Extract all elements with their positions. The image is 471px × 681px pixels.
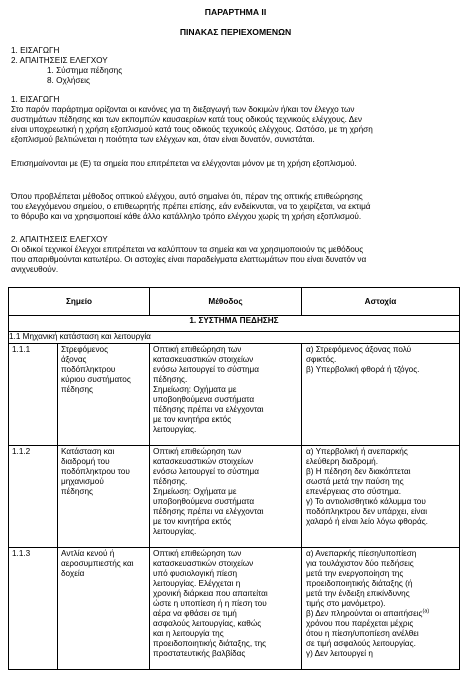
text-line: με τον κινητήρα εκτός xyxy=(153,517,232,526)
text-line: χρονική διάρκεια που απαιτείται xyxy=(153,589,268,598)
text-line: γ) Δεν λειτουργεί η xyxy=(306,649,373,658)
row-id: 1.1.3 xyxy=(9,548,58,670)
subsection-row xyxy=(9,332,460,344)
row-point xyxy=(58,548,150,670)
text-line: Στο παρόν παράρτημα ορίζονται οι κανόνες για τη διεξαγωγή των δοκιμών ή/και τον έλεγχο των xyxy=(11,105,355,114)
text-line: χαλαρό ή είναι λείο λόγω φθοράς. xyxy=(306,517,428,526)
text-line: πέδησης. xyxy=(153,375,188,384)
text-line: αεροσυμπιεστής και xyxy=(61,559,134,568)
toc-item-requirements: 2. ΑΠΑΙΤΗΣΕΙΣ ΕΛΕΓΧΟΥ xyxy=(11,56,108,65)
text-line: Οπτική επιθεώρηση των xyxy=(153,345,242,354)
text-line: σωστά μετά την παύση της xyxy=(306,477,404,486)
text-line: λειτουργίας. Ελέγχεται η xyxy=(153,579,241,588)
text-line: υποβοηθούμενα συστήματα xyxy=(153,497,255,506)
text-fragment: β) Δεν πληρούνται οι απαιτήσεις xyxy=(306,609,423,618)
text-line: για τουλάχιστον δύο πεδήσεις xyxy=(306,559,414,568)
row-point xyxy=(58,344,150,446)
intro-paragraph-3 xyxy=(11,192,463,222)
text-line: ποδόπληκτρου xyxy=(61,365,116,374)
table-row xyxy=(9,344,460,446)
text-line: πέδησης xyxy=(61,385,93,394)
text-line: ενόσω λειτουργεί το σύστημα xyxy=(153,467,259,476)
section-title: 1. ΣΥΣΤΗΜΑ ΠΕΔΗΣΗΣ xyxy=(9,316,460,332)
text-line: λειτουργίας. xyxy=(153,425,197,434)
text-line: πέδησης xyxy=(61,487,93,496)
text-line: δοχεία xyxy=(61,569,85,578)
text-line: πέδησης πρέπει να ελέγχονται xyxy=(153,405,264,414)
text-line: ενόσω λειτουργεί το σύστημα xyxy=(153,365,259,374)
text-line: ανιχνευθούν. xyxy=(11,265,59,274)
table-header-row xyxy=(9,288,460,316)
text-line: χρόνου που παρέχεται μέχρις xyxy=(306,619,414,628)
header-method: Μέθοδος xyxy=(150,288,302,316)
table-row xyxy=(9,446,460,548)
text-line: Οι οδικοί τεχνικοί έλεγχοι επιτρέπεται να καλύπτουν τα σημεία και να χρησιμοποιούν τις μεθόδους xyxy=(11,245,364,254)
text-line: Οπτική επιθεώρηση των xyxy=(153,549,242,558)
row-defects xyxy=(302,446,460,548)
text-line: με τον κινητήρα εκτός xyxy=(153,415,232,424)
contents-title: ΠΙΝΑΚΑΣ ΠΕΡΙΕΧΟΜΕΝΩΝ xyxy=(179,27,292,37)
requirements-heading: 2. ΑΠΑΙΤΗΣΕΙΣ ΕΛΕΓΧΟΥ xyxy=(11,235,108,244)
text-line: Σημείωση: Οχήματα με xyxy=(153,487,237,496)
text-line: υποβοηθούμενα συστήματα xyxy=(153,395,255,404)
text-line: κατασκευαστικών στοιχείων xyxy=(153,355,254,364)
text-line: Όπου προβλέπεται μέθοδος οπτικού ελέγχου, αυτό σημαίνει ότι, πέραν της οπτικής επιθεώρησης xyxy=(11,192,363,201)
text-line: λειτουργίας. xyxy=(153,527,197,536)
row-id: 1.1.2 xyxy=(9,446,58,548)
text-line: ώστε η υποπίεση ή η πίεση του xyxy=(153,599,267,608)
text-line: υπό φυσιολογική πίεση xyxy=(153,569,238,578)
text-line: Οπτική επιθεώρηση των xyxy=(153,447,242,456)
text-line: ποδόπληκτρου δεν υπάρχει, είναι xyxy=(306,507,428,516)
text-line: α) Υπερβολική ή ανεπαρκής xyxy=(306,447,408,456)
row-method xyxy=(150,548,302,670)
row-point xyxy=(58,446,150,548)
text-line: μετά την ένδειξη επικίνδυνης xyxy=(306,589,410,598)
section-row xyxy=(9,316,460,332)
text-line: Κατάσταση και xyxy=(61,447,115,456)
intro-paragraph-2 xyxy=(11,159,463,169)
text-line: είναι υποχρεωτική η χρήση εξοπλισμού κατά τους οδικούς τεχνικούς ελέγχους. Ωστόσο, με τη χρήση xyxy=(11,125,373,134)
intro-heading: 1. ΕΙΣΑΓΩΓΗ xyxy=(11,95,60,104)
text-line: πέδησης. xyxy=(153,477,188,486)
text-line: που απαριθμούνται κατωτέρω. Οι αστοχίες είναι παραδείγματα ελαττωμάτων που είναι δυνατόν να xyxy=(11,255,367,264)
text-line: το θόρυβο και να χρησιμοποιεί κάθε άλλο κατάλληλο τρόπο ελέγχου χωρίς τη χρήση εξοπλισμού. xyxy=(11,212,362,221)
text-line: β) Υπερβολική φθορά ή τζόγος. xyxy=(306,365,420,374)
text-line: β) Η πέδηση δεν διακόπτεται xyxy=(306,467,411,476)
text-line: ασφαλούς λειτουργίας, καθώς xyxy=(153,619,262,628)
intro-paragraph-1 xyxy=(11,105,463,145)
text-line: άξονας xyxy=(61,355,87,364)
toc-subitem-nuisance: 8. Οχλήσεις xyxy=(47,76,90,85)
header-defects: Αστοχία xyxy=(302,288,460,316)
text-line: επενέργειας στο σύστημα. xyxy=(306,487,401,496)
text-line: Σημείωση: Οχήματα με xyxy=(153,385,237,394)
text-line: Στρεφόμενος xyxy=(61,345,109,354)
text-line: εξοπλισμού βελτιώνεται η ποιότητα των ελέγχων και, όταν είναι δυνατόν, συνιστάται. xyxy=(11,135,315,144)
requirements-paragraph xyxy=(11,245,463,275)
toc-item-introduction: 1. ΕΙΣΑΓΩΓΗ xyxy=(11,46,60,55)
text-line: ελεύθερη διαδρομή. xyxy=(306,457,378,466)
text-line: τιμής στο μανόμετρο). xyxy=(306,599,386,608)
text-line: και η λειτουργία της xyxy=(153,629,224,638)
footnote-mark: (a) xyxy=(422,608,430,615)
text-line: ποδόπληκτρου του xyxy=(61,467,130,476)
row-id: 1.1.1 xyxy=(9,344,58,446)
inspection-table xyxy=(8,287,460,670)
header-point: Σημείο xyxy=(9,288,150,316)
text-line: μετά την ενεργοποίηση της xyxy=(306,569,404,578)
text-line: σφικτός. xyxy=(306,355,337,364)
text-line: κατασκευαστικών στοιχείων xyxy=(153,559,254,568)
row-method xyxy=(150,344,302,446)
text-line: συστημάτων πέδησης και των εκπομπών καυσαερίων κατά τους οδικούς τεχνικούς ελέγχους. Δεν xyxy=(11,115,362,124)
text-line: Επισημαίνονται με (Ε) τα σημεία που επιτρέπεται να ελέγχονται μόνον με τη χρήση εξοπλισμού. xyxy=(11,159,357,168)
row-defects xyxy=(302,344,460,446)
row-defects xyxy=(302,548,460,670)
text-line: ότου η πίεση/υποπίεση ανέλθει xyxy=(306,629,419,638)
text-line: του ελεγχόμενου σημείου, ο επιθεωρητής πρέπει επίσης, εάν ενδείκνυται, να το χειρίζεται, να εκτιμά xyxy=(11,202,371,211)
text-line: α) Στρεφόμενος άξονας πολύ xyxy=(306,345,412,354)
text-line: πέδησης πρέπει να ελέγχονται xyxy=(153,507,264,516)
text-line: Αντλία κενού ή xyxy=(61,549,115,558)
text-line: σε τιμή ασφαλούς λειτουργίας. xyxy=(306,639,416,648)
text-line xyxy=(306,609,457,619)
text-line: προειδοποιητικής διάταξης, της xyxy=(153,639,267,648)
annex-title: ΠΑΡΑΡΤΗΜΑ II xyxy=(204,7,267,17)
text-line: γ) Το αντιολισθητικό κάλυμμα του xyxy=(306,497,426,506)
text-line: προειδοποιητικής διάταξης (ή xyxy=(306,579,413,588)
toc-subitem-braking: 1. Σύστημα πέδησης xyxy=(47,66,123,75)
subsection-title: 1.1 Μηχανική κατάσταση και λειτουργία xyxy=(9,332,460,344)
table-row xyxy=(9,548,460,670)
row-method xyxy=(150,446,302,548)
text-line: αέρα να φθάσει σε τιμή xyxy=(153,609,237,618)
text-line: α) Ανεπαρκής πίεση/υποπίεση xyxy=(306,549,417,558)
text-line: κατασκευαστικών στοιχείων xyxy=(153,457,254,466)
text-line: διαδρομή του xyxy=(61,457,110,466)
text-line: προστατευτικής βαλβίδας xyxy=(153,649,246,658)
text-line: μηχανισμού xyxy=(61,477,104,486)
text-line: κύριου συστήματος xyxy=(61,375,131,384)
